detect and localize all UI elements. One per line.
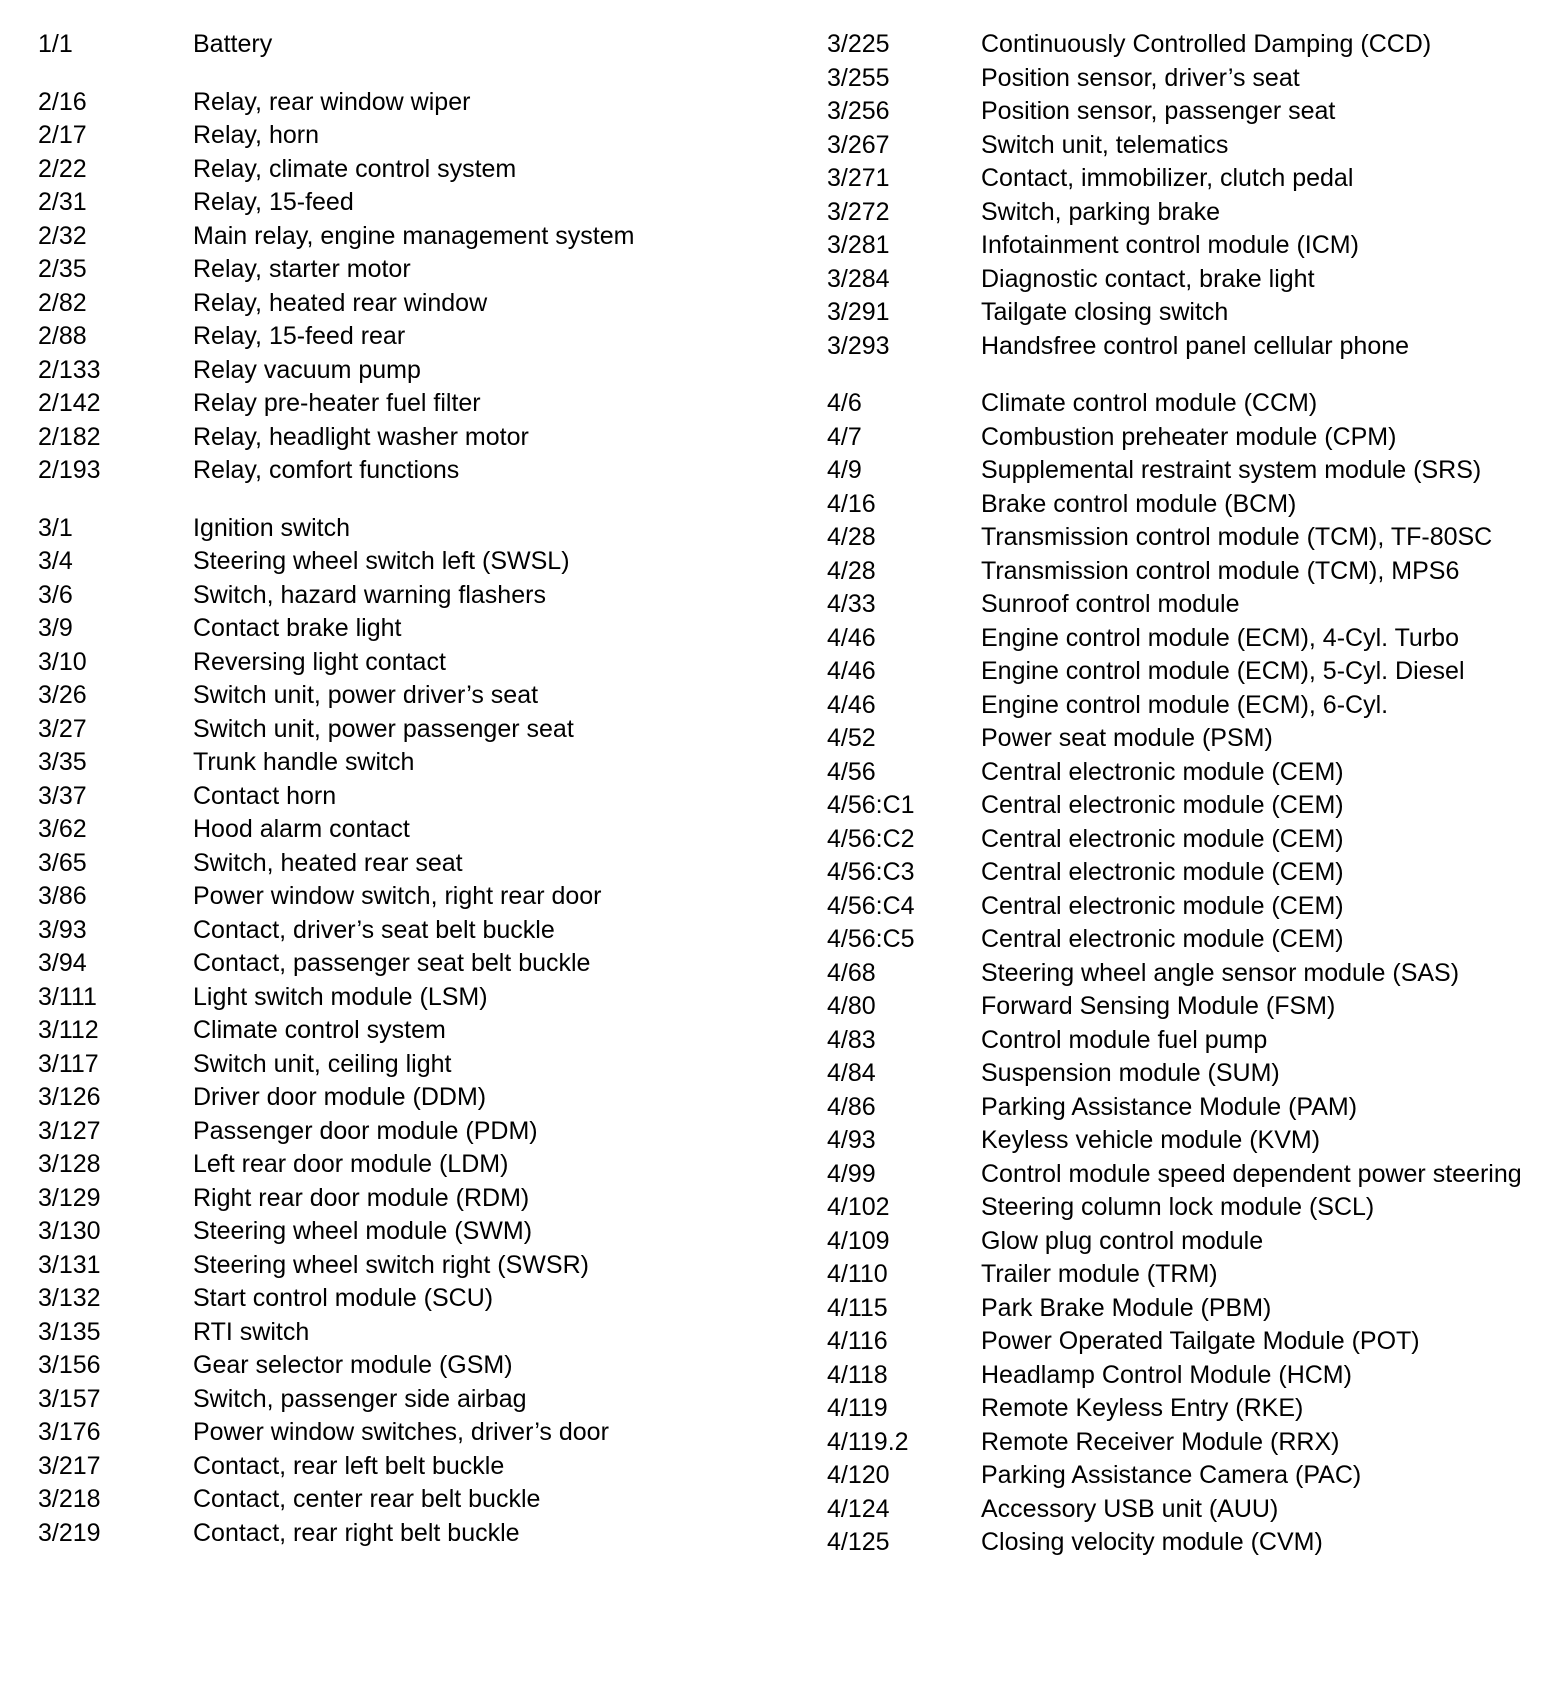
component-row: [38, 186, 798, 220]
component-row: [38, 1383, 798, 1417]
component-description: Position sensor, passenger seat: [981, 97, 1336, 125]
component-code: 4/9: [827, 456, 862, 484]
component-code: 4/102: [827, 1193, 890, 1221]
component-row: [38, 545, 798, 579]
component-description: Contact, rear right belt buckle: [193, 1518, 520, 1547]
component-row: [827, 1091, 1547, 1125]
component-row: [827, 555, 1547, 589]
component-code: 4/6: [827, 389, 862, 417]
component-description: Switch unit, power driver’s seat: [193, 681, 539, 709]
component-description: Forward Sensing Module (FSM): [981, 992, 1336, 1020]
component-row: [827, 28, 1547, 62]
component-code: 4/28: [827, 556, 876, 585]
component-row: [38, 153, 798, 187]
component-row: [827, 588, 1547, 622]
component-description: Contact, immobilizer, clutch pedal: [981, 164, 1354, 192]
component-row: [827, 1057, 1547, 1091]
component-description: Relay, horn: [193, 121, 319, 149]
component-code: 2/82: [38, 288, 87, 317]
component-code: 3/65: [38, 848, 87, 877]
component-code: 3/86: [38, 882, 87, 910]
component-code: 4/80: [827, 992, 876, 1020]
component-description: Battery: [193, 30, 273, 58]
right-column: [827, 28, 1547, 1584]
component-code: 3/156: [38, 1351, 101, 1379]
component-description: Glow plug control module: [981, 1226, 1264, 1255]
component-row: [38, 1215, 798, 1249]
component-description: Relay, climate control system: [193, 154, 517, 183]
component-code: 4/120: [827, 1461, 890, 1489]
component-code: 4/99: [827, 1159, 876, 1188]
component-row: [38, 28, 798, 62]
component-description: Closing velocity module (CVM): [981, 1528, 1323, 1556]
component-description: Control module speed dependent power steering: [981, 1159, 1522, 1188]
component-row: [38, 713, 798, 747]
component-description: Infotainment control module (ICM): [981, 231, 1359, 259]
component-row: [38, 947, 798, 981]
component-code: 4/46: [827, 623, 876, 652]
component-group: [38, 86, 798, 488]
component-description: Switch, parking brake: [981, 197, 1221, 226]
component-row: [827, 229, 1547, 263]
component-row: [827, 330, 1547, 364]
component-code: 3/126: [38, 1083, 101, 1111]
component-code: 4/125: [827, 1528, 890, 1556]
component-description: Switch, heated rear seat: [193, 848, 463, 877]
component-description: Switch, hazard warning flashers: [193, 580, 546, 609]
component-code: 2/35: [38, 255, 87, 283]
component-row: [827, 756, 1547, 790]
component-row: [38, 1483, 798, 1517]
component-row: [38, 512, 798, 546]
component-description: Main relay, engine management system: [193, 221, 635, 250]
component-description: Brake control module (BCM): [981, 489, 1297, 518]
component-code: 3/6: [38, 580, 73, 609]
component-code: 3/112: [38, 1016, 99, 1044]
component-description: Suspension module (SUM): [981, 1059, 1280, 1087]
component-description: Contact, driver’s seat belt buckle: [193, 915, 555, 944]
component-group: [38, 512, 798, 1551]
component-row: [38, 579, 798, 613]
component-code: 3/255: [827, 63, 890, 92]
component-description: Parking Assistance Module (PAM): [981, 1092, 1358, 1121]
component-row: [827, 421, 1547, 455]
component-description: Contact horn: [193, 781, 337, 810]
component-row: [38, 387, 798, 421]
component-row: [38, 746, 798, 780]
component-row: [827, 196, 1547, 230]
component-row: [38, 612, 798, 646]
component-row: [827, 856, 1547, 890]
component-row: [827, 990, 1547, 1024]
component-description: Hood alarm contact: [193, 815, 410, 843]
component-row: [827, 1225, 1547, 1259]
component-code: 4/46: [827, 690, 876, 719]
component-row: [38, 1048, 798, 1082]
component-description: Central electronic module (CEM): [981, 891, 1344, 920]
component-code: 3/127: [38, 1116, 101, 1145]
component-description: Driver door module (DDM): [193, 1083, 487, 1111]
component-row: [38, 1517, 798, 1551]
component-code: 4/115: [827, 1293, 888, 1322]
component-description: Remote Receiver Module (RRX): [981, 1427, 1340, 1456]
component-row: [827, 1359, 1547, 1393]
component-description: Relay, comfort functions: [193, 456, 460, 484]
component-description: Engine control module (ECM), 5-Cyl. Diesel: [981, 657, 1465, 685]
component-code: 4/56:C2: [827, 824, 915, 853]
component-code: 3/256: [827, 97, 890, 125]
component-row: [827, 1526, 1547, 1560]
component-description: Accessory USB unit (AUU): [981, 1494, 1279, 1523]
component-row: [38, 1282, 798, 1316]
component-description: Power seat module (PSM): [981, 724, 1273, 752]
component-code: 3/281: [827, 231, 890, 259]
component-row: [827, 722, 1547, 756]
component-row: [827, 890, 1547, 924]
component-description: Central electronic module (CEM): [981, 791, 1344, 819]
component-row: [827, 655, 1547, 689]
component-description: Steering wheel switch right (SWSR): [193, 1250, 589, 1279]
component-group: [827, 28, 1547, 363]
component-row: [38, 1249, 798, 1283]
component-description: Headlamp Control Module (HCM): [981, 1360, 1352, 1389]
component-row: [827, 387, 1547, 421]
component-description: Steering column lock module (SCL): [981, 1193, 1375, 1221]
component-row: [827, 957, 1547, 991]
component-description: Ignition switch: [193, 513, 351, 542]
component-row: [38, 880, 798, 914]
component-row: [38, 1014, 798, 1048]
component-code: 3/267: [827, 130, 890, 159]
component-code: 2/88: [38, 322, 87, 350]
component-code: 4/16: [827, 489, 876, 518]
component-code: 4/124: [827, 1494, 890, 1523]
component-row: [827, 1124, 1547, 1158]
component-description: Relay, rear window wiper: [193, 87, 471, 116]
component-row: [827, 789, 1547, 823]
component-row: [38, 86, 798, 120]
component-code: 4/116: [827, 1327, 888, 1355]
component-code: 2/16: [38, 87, 87, 116]
component-code: 2/142: [38, 389, 101, 417]
component-description: Diagnostic contact, brake light: [981, 264, 1315, 293]
component-code: 3/93: [38, 915, 87, 944]
component-description: Control module fuel pump: [981, 1025, 1268, 1054]
component-description: Transmission control module (TCM), TF-80SC: [981, 523, 1493, 551]
component-description: Parking Assistance Camera (PAC): [981, 1461, 1362, 1489]
component-code: 3/94: [38, 949, 87, 977]
component-row: [38, 1416, 798, 1450]
component-description: Passenger door module (PDM): [193, 1116, 538, 1145]
component-code: 2/22: [38, 154, 87, 183]
component-code: 3/128: [38, 1150, 101, 1178]
component-description: Left rear door module (LDM): [193, 1150, 509, 1178]
component-code: 3/1: [38, 513, 73, 542]
component-code: 4/118: [827, 1360, 888, 1389]
component-row: [827, 263, 1547, 297]
component-code: 4/109: [827, 1226, 890, 1255]
component-code: 4/110: [827, 1260, 888, 1288]
component-description: Relay, starter motor: [193, 255, 411, 283]
component-code: 4/68: [827, 958, 876, 987]
component-code: 2/32: [38, 221, 87, 250]
component-code: 3/130: [38, 1217, 101, 1245]
component-description: Supplemental restraint system module (SRS): [981, 456, 1482, 484]
component-row: [38, 1450, 798, 1484]
component-code: 3/26: [38, 681, 87, 709]
component-description: Relay, headlight washer motor: [193, 422, 529, 451]
component-row: [827, 1158, 1547, 1192]
component-row: [827, 1392, 1547, 1426]
component-row: [38, 1081, 798, 1115]
component-description: Contact, center rear belt buckle: [193, 1485, 541, 1513]
component-row: [827, 923, 1547, 957]
component-description: Power Operated Tailgate Module (POT): [981, 1327, 1420, 1355]
component-description: Engine control module (ECM), 4-Cyl. Turbo: [981, 623, 1459, 652]
component-code: 3/293: [827, 331, 890, 360]
component-code: 2/133: [38, 355, 101, 384]
component-code: 3/37: [38, 781, 87, 810]
component-row: [827, 622, 1547, 656]
component-description: Switch unit, power passenger seat: [193, 714, 574, 743]
component-description: Climate control system: [193, 1016, 446, 1044]
component-code: 4/84: [827, 1059, 876, 1087]
component-row: [38, 320, 798, 354]
component-code: 4/119: [827, 1394, 888, 1422]
component-code: 3/117: [38, 1049, 99, 1078]
component-code: 3/217: [38, 1451, 101, 1480]
component-code: 3/4: [38, 547, 73, 575]
component-code: 4/56:C1: [827, 791, 915, 819]
component-code: 3/219: [38, 1518, 101, 1547]
component-description: Central electronic module (CEM): [981, 858, 1344, 886]
component-code: 4/33: [827, 590, 876, 618]
component-description: Contact, passenger seat belt buckle: [193, 949, 591, 977]
component-code: 4/52: [827, 724, 876, 752]
component-row: [827, 521, 1547, 555]
component-description: Trunk handle switch: [193, 748, 415, 776]
component-code: 2/182: [38, 422, 101, 451]
component-group: [827, 387, 1547, 1560]
component-description: Park Brake Module (PBM): [981, 1293, 1272, 1322]
component-description: Switch unit, ceiling light: [193, 1049, 452, 1078]
component-code: 3/291: [827, 298, 890, 326]
component-row: [827, 488, 1547, 522]
component-code: 4/93: [827, 1126, 876, 1154]
component-code: 4/7: [827, 422, 862, 451]
component-description: Central electronic module (CEM): [981, 757, 1344, 786]
component-code: 3/9: [38, 614, 73, 642]
component-row: [827, 1024, 1547, 1058]
component-description: RTI switch: [193, 1317, 310, 1346]
component-description: Power window switch, right rear door: [193, 882, 602, 910]
component-row: [38, 679, 798, 713]
component-row: [827, 162, 1547, 196]
component-description: Reversing light contact: [193, 647, 446, 676]
component-description: Right rear door module (RDM): [193, 1183, 530, 1212]
component-code: 4/119.2: [827, 1427, 909, 1456]
component-row: [38, 1148, 798, 1182]
component-description: Contact, rear left belt buckle: [193, 1451, 505, 1480]
component-row: [38, 454, 798, 488]
component-code: 3/129: [38, 1183, 101, 1212]
component-row: [38, 119, 798, 153]
left-column: [38, 28, 798, 1574]
component-code: 3/176: [38, 1418, 101, 1446]
component-description: Relay, heated rear window: [193, 288, 488, 317]
component-row: [38, 981, 798, 1015]
component-row: [827, 1191, 1547, 1225]
component-row: [38, 1349, 798, 1383]
component-row: [827, 1459, 1547, 1493]
component-description: Switch, passenger side airbag: [193, 1384, 527, 1413]
component-code: 3/27: [38, 714, 87, 743]
component-description: Steering wheel module (SWM): [193, 1217, 533, 1245]
component-code: 4/83: [827, 1025, 876, 1054]
component-description: Central electronic module (CEM): [981, 824, 1344, 853]
component-code: 3/131: [38, 1250, 101, 1279]
component-row: [38, 847, 798, 881]
component-description: Central electronic module (CEM): [981, 925, 1344, 953]
component-row: [827, 689, 1547, 723]
component-row: [38, 354, 798, 388]
component-description: Contact brake light: [193, 614, 402, 642]
component-description: Keyless vehicle module (KVM): [981, 1126, 1321, 1154]
component-row: [827, 95, 1547, 129]
component-code: 4/56:C4: [827, 891, 915, 920]
component-code: 1/1: [38, 30, 73, 58]
component-code: 3/132: [38, 1284, 101, 1312]
component-code: 4/86: [827, 1092, 876, 1121]
component-code: 3/35: [38, 748, 87, 776]
component-description: Transmission control module (TCM), MPS6: [981, 556, 1460, 585]
component-description: Light switch module (LSM): [193, 982, 488, 1011]
component-code: 3/284: [827, 264, 890, 293]
component-description: Tailgate closing switch: [981, 298, 1229, 326]
component-description: Relay, 15-feed rear: [193, 322, 406, 350]
component-description: Switch unit, telematics: [981, 130, 1229, 159]
component-code: 3/218: [38, 1485, 101, 1513]
component-description: Relay vacuum pump: [193, 355, 421, 384]
component-code: 2/193: [38, 456, 101, 484]
component-row: [38, 253, 798, 287]
component-row: [38, 780, 798, 814]
component-row: [827, 1258, 1547, 1292]
component-description: Start control module (SCU): [193, 1284, 494, 1312]
component-code: 2/17: [38, 121, 87, 149]
component-code: 4/46: [827, 657, 876, 685]
component-code: 2/31: [38, 188, 87, 216]
component-code: 3/272: [827, 197, 890, 226]
component-code: 3/62: [38, 815, 87, 843]
component-row: [38, 287, 798, 321]
component-description: Continuously Controlled Damping (CCD): [981, 30, 1432, 58]
component-row: [38, 813, 798, 847]
component-row: [827, 62, 1547, 96]
component-row: [827, 1292, 1547, 1326]
component-row: [827, 454, 1547, 488]
component-row: [38, 220, 798, 254]
component-code: 3/157: [38, 1384, 101, 1413]
component-row: [38, 421, 798, 455]
component-row: [827, 1426, 1547, 1460]
component-code: 4/56: [827, 757, 876, 786]
component-code: 4/28: [827, 523, 876, 551]
component-code: 3/225: [827, 30, 890, 58]
component-description: Engine control module (ECM), 6-Cyl.: [981, 690, 1389, 719]
component-code: 4/56:C5: [827, 925, 915, 953]
component-row: [38, 1316, 798, 1350]
component-code: 3/135: [38, 1317, 101, 1346]
component-row: [38, 646, 798, 680]
component-description: Steering wheel angle sensor module (SAS): [981, 958, 1460, 987]
component-description: Position sensor, driver’s seat: [981, 63, 1300, 92]
component-description: Relay pre-heater fuel filter: [193, 389, 481, 417]
component-row: [827, 1325, 1547, 1359]
component-description: Trailer module (TRM): [981, 1260, 1218, 1288]
component-row: [827, 823, 1547, 857]
component-description: Remote Keyless Entry (RKE): [981, 1394, 1304, 1422]
component-code: 3/271: [827, 164, 890, 192]
component-group: [38, 28, 798, 62]
component-description: Combustion preheater module (CPM): [981, 422, 1397, 451]
component-description: Climate control module (CCM): [981, 389, 1318, 417]
component-code: 3/10: [38, 647, 87, 676]
component-description: Gear selector module (GSM): [193, 1351, 513, 1379]
component-description: Power window switches, driver’s door: [193, 1418, 609, 1446]
component-row: [38, 1182, 798, 1216]
component-row: [38, 914, 798, 948]
component-description: Handsfree control panel cellular phone: [981, 331, 1410, 360]
component-row: [827, 1493, 1547, 1527]
component-row: [38, 1115, 798, 1149]
component-description: Relay, 15-feed: [193, 188, 354, 216]
component-row: [827, 296, 1547, 330]
component-code: 4/56:C3: [827, 858, 915, 886]
component-code: 3/111: [38, 982, 97, 1011]
component-row: [827, 129, 1547, 163]
component-description: Steering wheel switch left (SWSL): [193, 547, 570, 575]
component-description: Sunroof control module: [981, 590, 1240, 618]
